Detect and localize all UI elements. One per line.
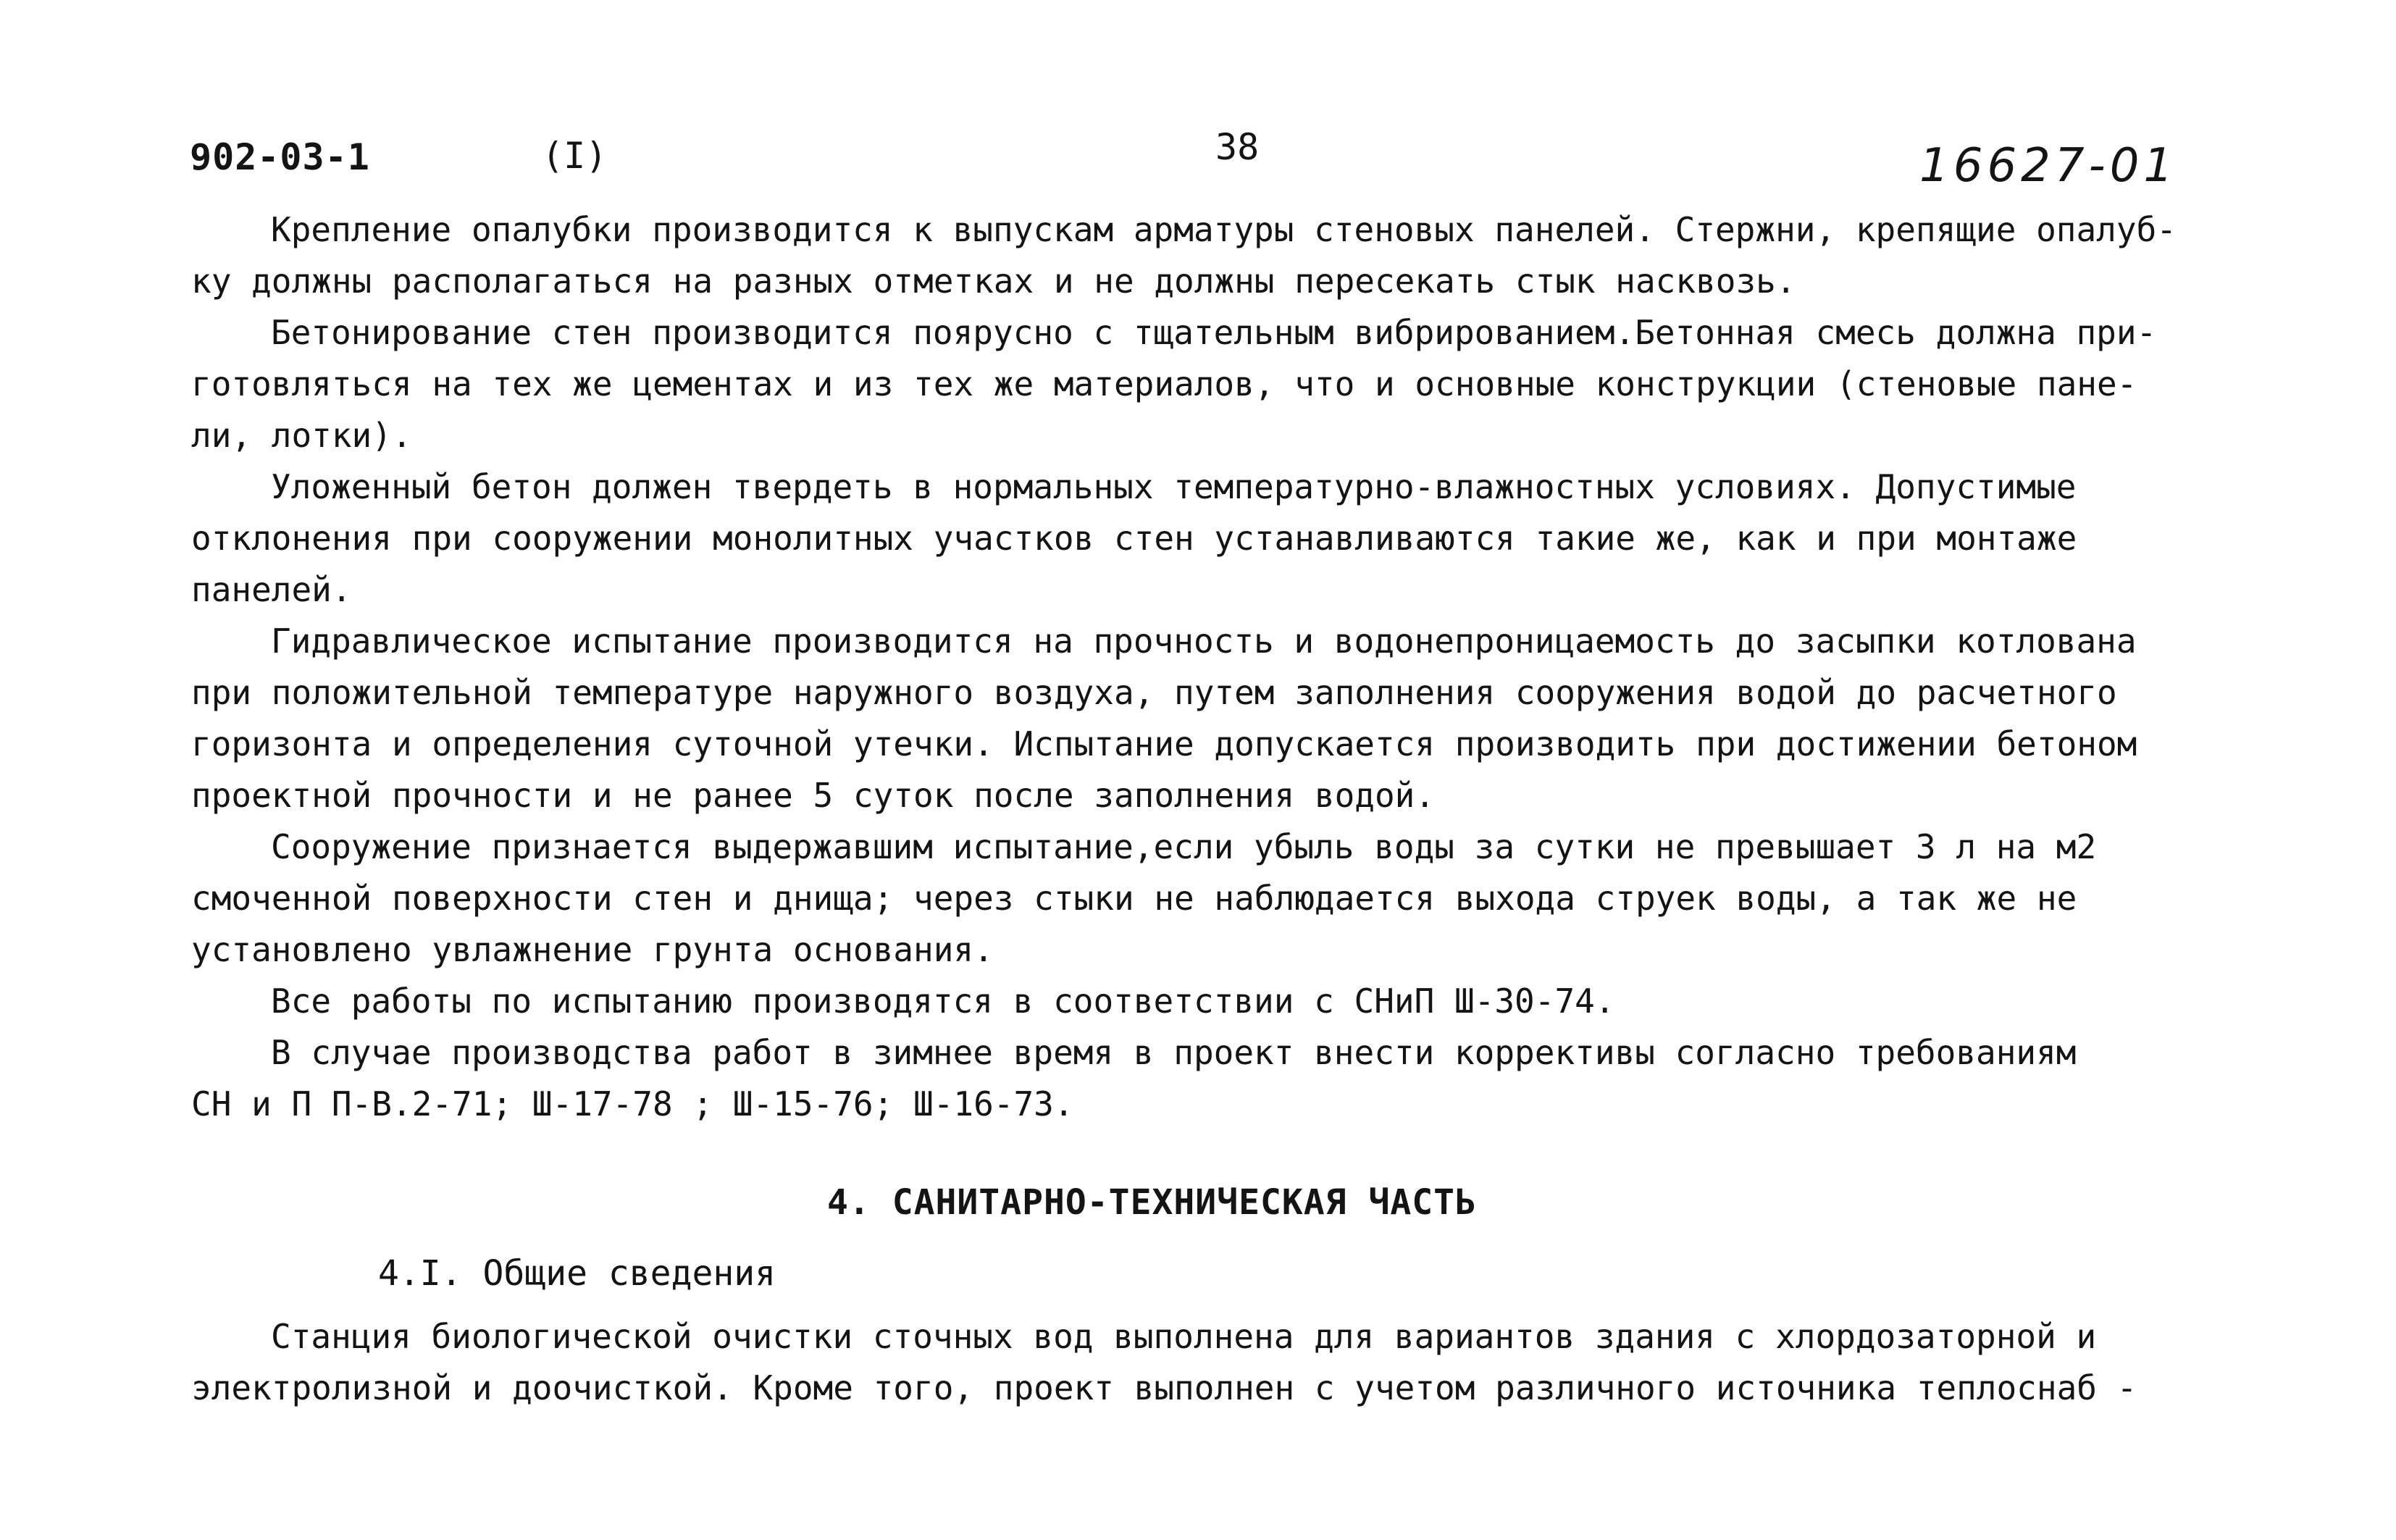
text-line: СН и П П-В.2-71; Ш-17-78 ; Ш-15-76; Ш-16-73. <box>191 1084 1074 1123</box>
subsection-title: 4.I. Общие сведения <box>378 1253 776 1294</box>
document-code: 902-03-1 <box>190 136 370 178</box>
document-part: (I) <box>542 135 608 177</box>
text-line: отклонения при сооружении монолитных участков стен устанавливаются такие же, как и при монтаже <box>191 519 2077 558</box>
body-text <box>191 204 2241 1130</box>
text-line: Уложенный бетон должен твердеть в нормальных температурно-влажностных условиях. Допустимые <box>271 467 2077 506</box>
text-line: Гидравлическое испытание производится на прочность и водонепроницаемость до засыпки котлована <box>271 622 2137 661</box>
text-line: смоченной поверхности стен и днища; через стыки не наблюдается выхода струек воды, а так же не <box>191 879 2077 918</box>
paragraph <box>191 616 2241 821</box>
paragraph <box>191 1027 2241 1130</box>
text-line: установлено увлажнение грунта основания. <box>191 930 994 969</box>
paragraph <box>191 821 2241 976</box>
text-line: Крепление опалубки производится к выпускам арматуры стеновых панелей. Стержни, крепящие опалуб- <box>271 210 2177 249</box>
page-number: 38 <box>1215 126 1260 168</box>
section-body-text <box>191 1311 2241 1414</box>
text-line: В случае производства работ в зимнее время в проект внести коррективы согласно требованиям <box>271 1033 2077 1072</box>
paragraph <box>191 976 2241 1027</box>
text-line: Сооружение признается выдержавшим испытание,если убыль воды за сутки не превышает 3 л на м2 <box>271 827 2097 866</box>
text-line: Станция биологической очистки сточных вод выполнена для вариантов здания с хлордозаторной и <box>271 1317 2097 1356</box>
text-line: Все работы по испытанию производятся в соответствии с СНиП Ш-30-74. <box>271 982 1615 1021</box>
text-line: панелей. <box>191 570 352 609</box>
text-line: Бетонирование стен производится поярусно с тщательным вибрированием.Бетонная смесь должна при- <box>271 313 2157 352</box>
paragraph <box>191 1311 2241 1414</box>
paragraph <box>191 461 2241 616</box>
text-line: готовляться на тех же цементах и из тех же материалов, что и основные конструкции (стеновые пане- <box>191 364 2137 403</box>
text-line: ли, лотки). <box>191 416 412 455</box>
text-line: электролизной и доочисткой. Кроме того, проект выполнен с учетом различного источника теплоснаб - <box>191 1368 2137 1407</box>
paragraph <box>191 307 2241 461</box>
section-title: 4. САНИТАРНО-ТЕХНИЧЕСКАЯ ЧАСТЬ <box>827 1182 1477 1223</box>
text-line: горизонта и определения суточной утечки. Испытание допускается производить при достижении бетоном <box>191 724 2137 763</box>
archive-number: 16627-01 <box>1919 139 2178 193</box>
text-line: ку должны располагаться на разных отметках и не должны пересекать стык насквозь. <box>191 261 1796 301</box>
text-line: при положительной температуре наружного воздуха, путем заполнения сооружения водой до расчетного <box>191 673 2117 712</box>
paragraph <box>191 204 2241 307</box>
text-line: проектной прочности и не ранее 5 суток после заполнения водой. <box>191 776 1436 815</box>
